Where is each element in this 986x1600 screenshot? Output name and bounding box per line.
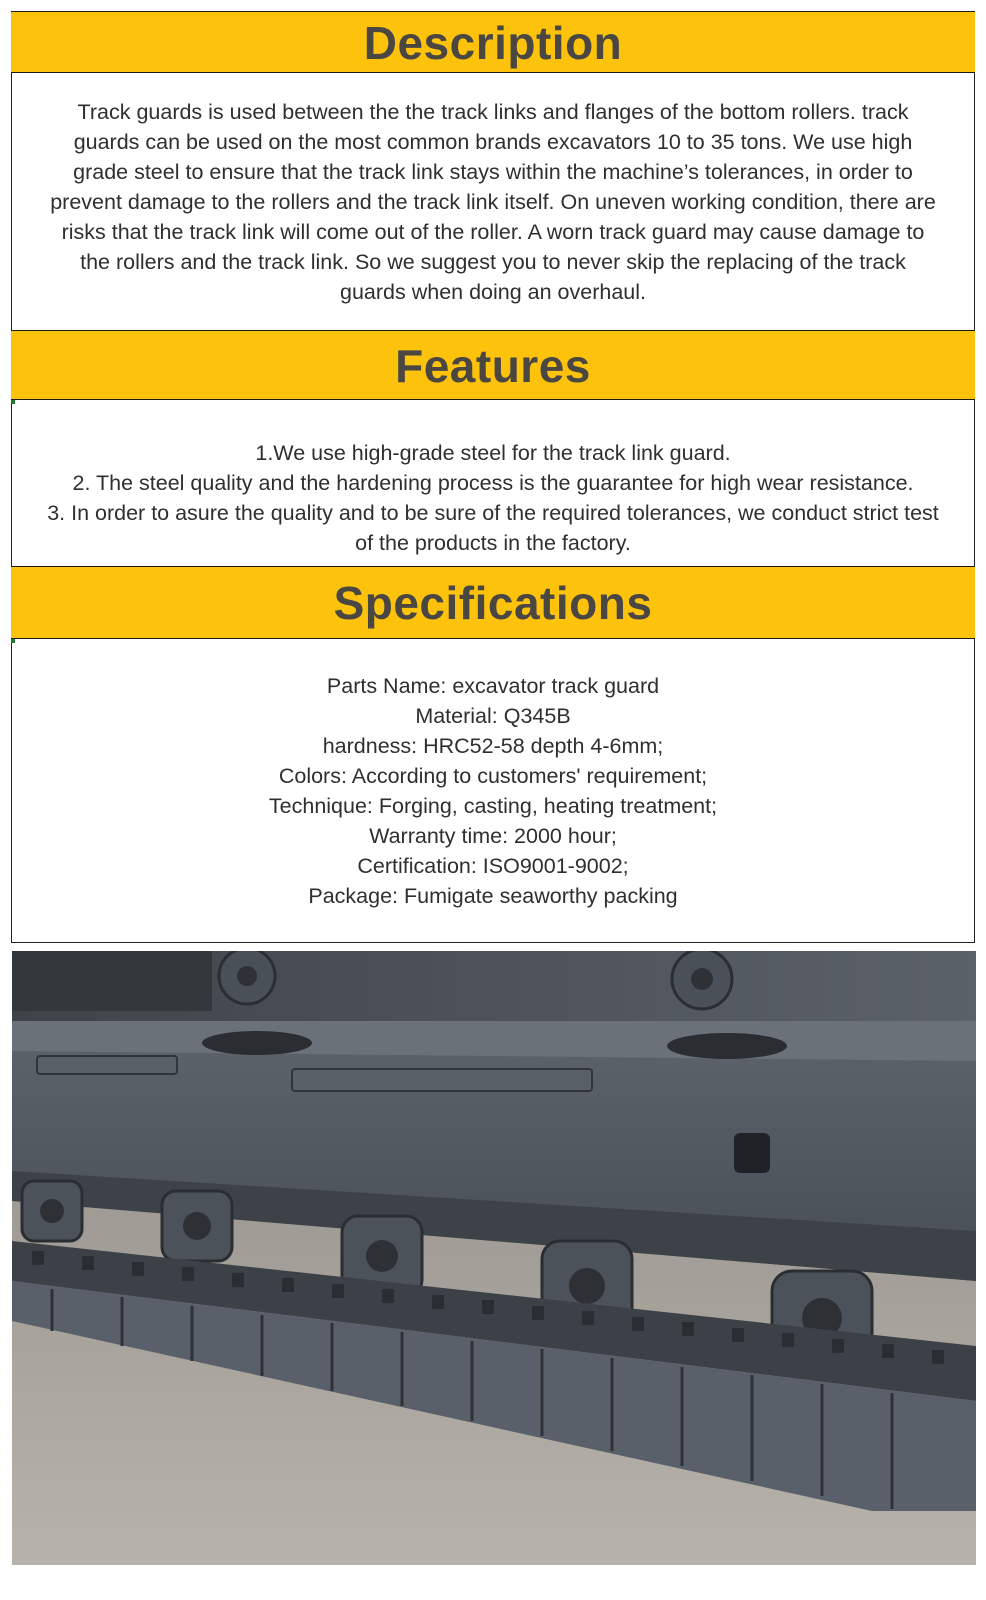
spec-line: hardness: HRC52-58 depth 4-6mm; xyxy=(322,734,664,758)
undercarriage-illustration xyxy=(12,951,976,1565)
spec-line: Certification: ISO9001-9002; xyxy=(357,854,629,878)
description-text xyxy=(12,97,974,307)
features-line: 1.We use high-grade steel for the track link guard. xyxy=(255,441,731,465)
features-banner xyxy=(11,330,975,400)
description-banner xyxy=(11,11,975,73)
description-line: grade steel to ensure that the track link stays within the machine’s tolerances, in order to xyxy=(73,160,913,184)
spec-line: Parts Name: excavator track guard xyxy=(326,674,660,698)
corner-mark xyxy=(11,639,15,643)
features-line: of the products in the factory. xyxy=(355,531,631,555)
spec-line: Warranty time: 2000 hour; xyxy=(369,824,617,848)
spec-line: Colors: According to customers' requirement; xyxy=(278,764,708,788)
track-guard-photo xyxy=(12,951,976,1565)
features-text xyxy=(12,438,974,558)
specifications-banner xyxy=(11,566,975,639)
features-line: 2. The steel quality and the hardening process is the guarantee for high wear resistance. xyxy=(72,471,914,495)
description-line: guards can be used on the most common brands excavators 10 to 35 tons. We use high xyxy=(73,130,913,154)
description-line: Track guards is used between the the track links and flanges of the bottom rollers. track xyxy=(77,100,909,124)
specifications-text xyxy=(12,671,974,911)
spec-line: Material: Q345B xyxy=(415,704,571,728)
features-heading: Features xyxy=(395,340,591,392)
corner-mark xyxy=(11,400,15,404)
description-line: the rollers and the track link. So we suggest you to never skip the replacing of the track xyxy=(80,250,906,274)
spec-line: Package: Fumigate seaworthy packing xyxy=(308,884,678,908)
spec-line: Technique: Forging, casting, heating treatment; xyxy=(268,794,718,818)
specifications-heading: Specifications xyxy=(333,577,653,629)
features-line: 3. In order to asure the quality and to be sure of the required tolerances, we conduct strict test xyxy=(47,501,939,525)
description-line: risks that the track link will come out of the roller. A worn track guard may cause damage to xyxy=(61,220,925,244)
description-line: guards when doing an overhaul. xyxy=(340,280,646,304)
description-heading: Description xyxy=(363,17,623,69)
description-line: prevent damage to the rollers and the track link itself. On uneven working condition, there are xyxy=(50,190,936,214)
